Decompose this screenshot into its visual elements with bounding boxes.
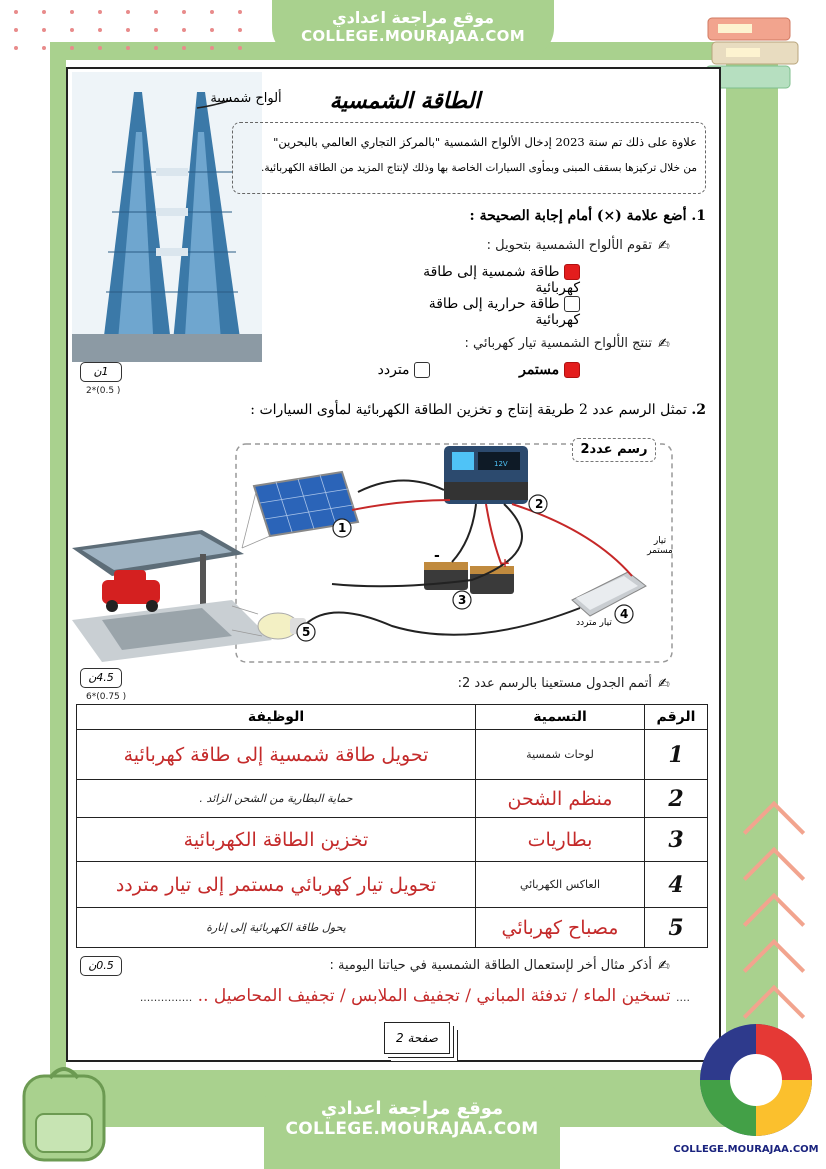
solar-system-diagram [72, 430, 680, 668]
label-3: 3 [458, 593, 467, 607]
q2-heading [230, 402, 706, 418]
table-row [77, 818, 708, 862]
label-4: 4 [620, 607, 629, 621]
table-row [77, 862, 708, 908]
checkbox-unchecked[interactable] [414, 362, 430, 378]
table-header [77, 705, 708, 730]
q1-heading [440, 208, 706, 224]
label-1: 1 [338, 521, 347, 535]
header-function: الوظيفة [77, 705, 476, 730]
table-row [77, 730, 708, 780]
site-logo [696, 1022, 816, 1144]
diagram-title: رسم عدد2 [572, 438, 656, 462]
label-5: 5 [302, 625, 311, 639]
row-function[interactable]: تحويل تيار كهربائي مستمر إلى تيار متردد [77, 862, 476, 908]
label-2: 2 [535, 497, 544, 511]
q2-score: 4.5ن [80, 668, 122, 688]
row-name[interactable]: لوحات شمسية [476, 730, 645, 780]
row-number: 1 [645, 730, 708, 780]
pen-icon: ✍ [658, 676, 670, 692]
banner-top-arabic: موقع مراجعة اعدادي [331, 8, 495, 27]
bahrain-wtc-photo [72, 72, 262, 362]
page-title: الطاقة الشمسية [329, 88, 481, 114]
row-name[interactable]: منظم الشحن [476, 780, 645, 818]
q1-sub2-prompt: تنتج الألواح الشمسية تيار كهربائي : [464, 336, 652, 351]
row-number: 2 [645, 780, 708, 818]
row-name[interactable]: العاكس الكهربائي [476, 862, 645, 908]
intro-line-2: من خلال تركيزها بسقف المبنى وبمأوى السيارات الخاصة بها وذلك لإنتاج المزيد من الطاقة الكهربائية. [261, 162, 697, 174]
q1-sub1-prompt: تقوم الألواح الشمسية بتحويل : [486, 238, 652, 253]
row-number: 4 [645, 862, 708, 908]
row-function[interactable]: تحويل طاقة شمسية إلى طاقة كهربائية [77, 730, 476, 780]
row-function[interactable]: تخزين الطاقة الكهربائية [77, 818, 476, 862]
row-number: 3 [645, 818, 708, 862]
banner-bottom-arabic: موقع مراجعة اعدادي [320, 1098, 504, 1119]
charge-controller-icon [444, 446, 528, 504]
header-name: التسمية [476, 705, 645, 730]
intro-line-1: علاوة على ذلك تم سنة 2023 إدخال الألواح الشمسية "بالمركز التجاري العالمي بالبحرين" [273, 135, 697, 149]
header-number: الرقم [645, 705, 708, 730]
photo-caption: ألواح شمسية [210, 91, 282, 106]
pen-icon: ✍ [658, 958, 670, 974]
q1-score: 1ن [80, 362, 122, 382]
pen-icon: ✍ [658, 336, 670, 352]
checkbox-unchecked[interactable] [564, 296, 580, 312]
q3-prompt: أذكر مثال أخر لإستعمال الطاقة الشمسية في حياتنا اليومية : [329, 958, 652, 973]
q3-answer: تسخين الماء / تدفئة المباني / تجفيف الملابس / تجفيف المحاصيل .. [197, 986, 671, 1006]
row-number: 5 [645, 908, 708, 948]
q2-prompt: تمثل الرسم عدد 2 طريقة إنتاج و تخزين الطاقة الكهربائية لمأوى السيارات : [250, 402, 687, 418]
dc-label: تيار مستمر [647, 536, 673, 556]
q2-score-detail: 6*(0.75 ) [86, 692, 127, 702]
row-function[interactable]: يحول طاقة الكهربائية إلى إنارة [77, 908, 476, 948]
controller-display: 12V [494, 460, 508, 468]
banner-top-url: COLLEGE.MOURAJAA.COM [301, 27, 525, 45]
q1-score-detail: 2*(0.5 ) [86, 386, 121, 396]
site-banner-top[interactable] [272, 0, 554, 58]
backpack-icon [14, 1058, 114, 1166]
row-name[interactable]: مصباح كهربائي [476, 908, 645, 948]
site-banner-bottom[interactable] [264, 1076, 560, 1169]
q1-sub2-option-2[interactable]: متردد [360, 362, 430, 378]
q1-sub2-option-1[interactable]: مستمر [500, 362, 580, 378]
row-name[interactable]: بطاريات [476, 818, 645, 862]
q2-number: 2. [691, 402, 706, 418]
checkbox-checked[interactable] [564, 362, 580, 378]
answers-table [76, 704, 708, 948]
q1-sub1-option-1[interactable]: طاقة شمسية إلى طاقة كهربائية [423, 264, 580, 296]
q1-sub1-option-2[interactable]: طاقة حرارية إلى طاقة كهربائية [428, 296, 580, 328]
page-number-label: صفحة 2 [384, 1022, 450, 1054]
plus-sign: + [500, 556, 511, 570]
table-row [77, 908, 708, 948]
q3-answer-line[interactable]: .... تسخين الماء / تدفئة المباني / تجفيف الملابس / تجفيف المحاصيل .. ............... [139, 986, 690, 1006]
table-row [77, 780, 708, 818]
checkbox-checked[interactable] [564, 264, 580, 280]
table-prompt: أتمم الجدول مستعينا بالرسم عدد 2: [457, 676, 652, 691]
row-function[interactable]: حماية البطارية من الشحن الزائد . [77, 780, 476, 818]
q1-number: 1. [691, 208, 706, 224]
ac-label: تيار متردد [576, 618, 612, 628]
intro-box [232, 122, 706, 194]
inverter-icon [572, 572, 646, 616]
pen-icon: ✍ [658, 238, 670, 254]
q1-prompt: أضع علامة (×) أمام إجابة الصحيحة : [469, 208, 687, 224]
banner-bottom-url: COLLEGE.MOURAJAA.COM [285, 1119, 539, 1139]
logo-url: COLLEGE.MOURAJAA.COM [673, 1144, 819, 1155]
minus-sign: - [434, 548, 440, 564]
q3-score: 0.5ن [80, 956, 122, 976]
